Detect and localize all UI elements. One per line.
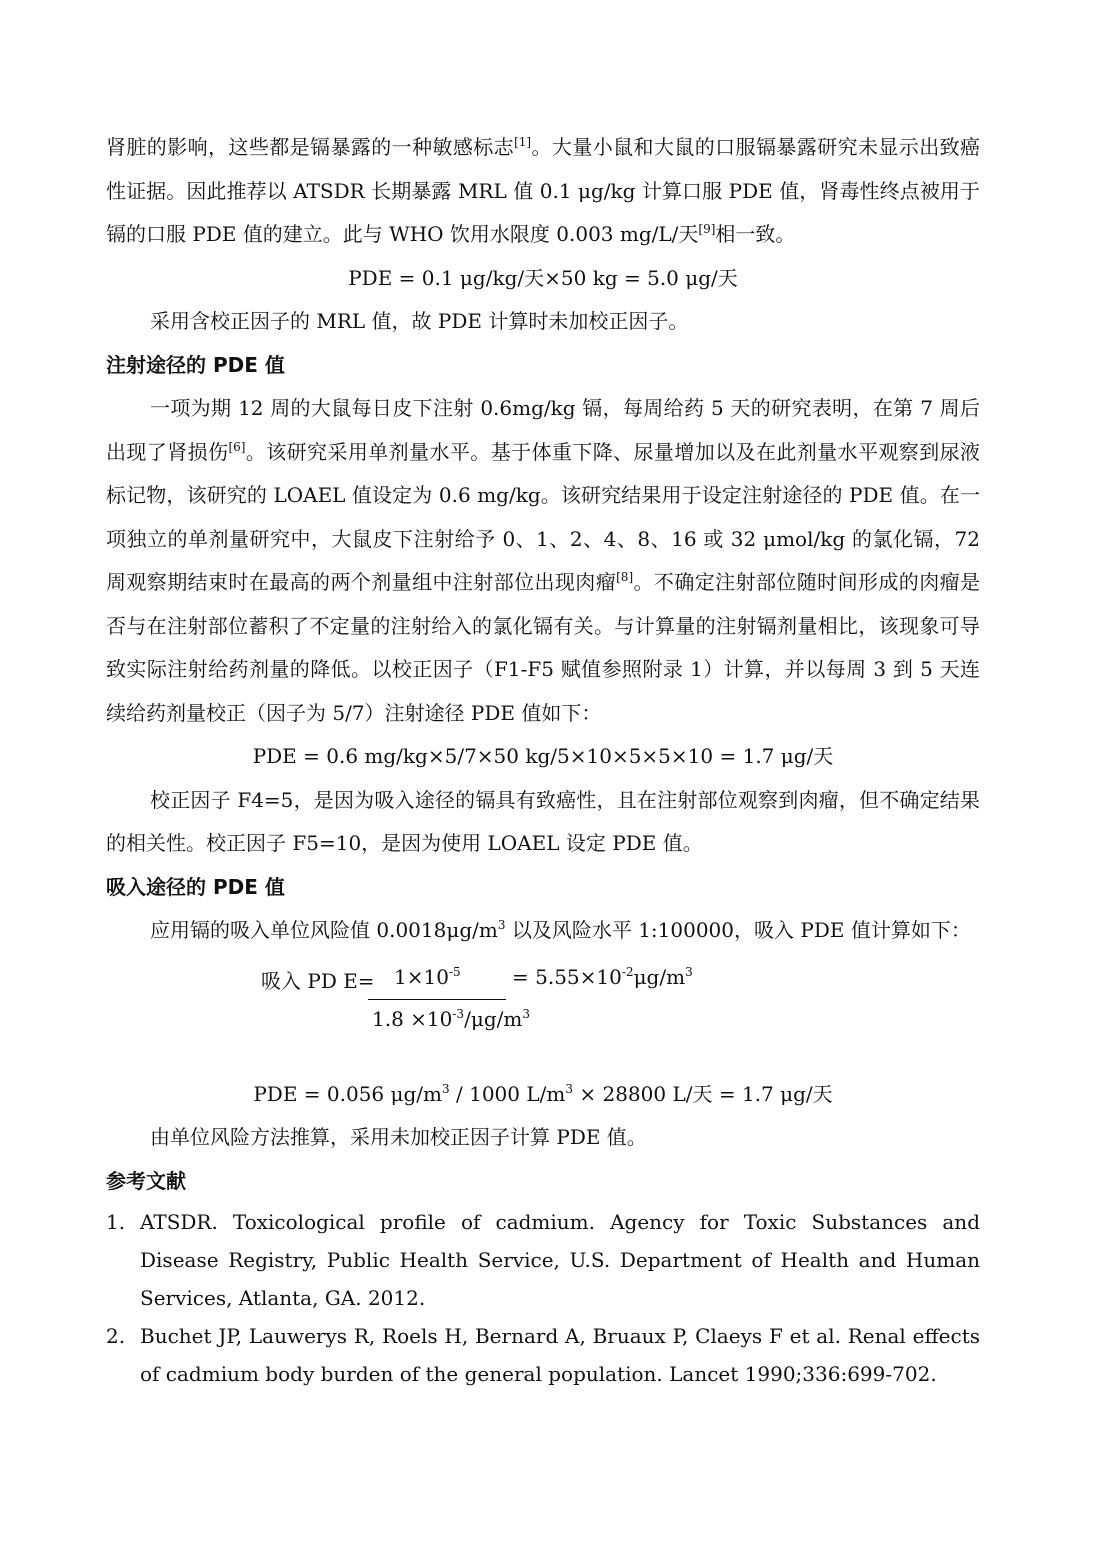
fraction-denominator: $1.8 \times 10^{-3}/\mu g/m^3$ [372,1006,530,1031]
paragraph-mrl-note: 采用含校正因子的 MRL 值，故 PDE 计算时未加校正因子。 [150,309,689,333]
citation-ref: [6] [228,439,246,454]
paragraph-injection-pde: 一项为期 12 周的大鼠每日皮下注射 0.6mg/kg 镉，每周给药 5 天的研究表明，在第 7 周后出现了肾损伤[6]。该研究采用单剂量水平。基于体重下降、尿量增加以及在此剂量水平观察到尿液标记物，该研究的 LOAEL 值设定为 0.6 mg/kg。该研究结果用于设定注射途径的 PDE 值。在一项独立的单剂量研究中，大鼠皮下注射给予 0、1、2、4、8、16 或 32 μmol/kg 的氯化镉，72 周观察期结束时在最高的两个剂量组中注射部位出现肉瘤[8]。不确定注射部位随时间形成的肉瘤是否与在注射部位蓄积了不定量的注射给入的氯化镉有关。与计算量的注射镉剂量相比，该现象可导致实际注射给药剂量的降低。以校正因子（F1-F5 赋值参照附录 1）计算，并以每周 3 到 5 天连续给药剂量校正（因子为 5/7）注射途径 PDE 值如下： [106,396,981,725]
citation-ref: [1] [514,135,532,149]
fraction-bar [368,999,506,1000]
heading-references: 参考文献 [106,1168,186,1193]
citation-ref: [9] [698,222,716,236]
equation-injection-pde: PDE = 0.6 mg/kg×5/7×50 kg/5×10×5×5×10 = 1.7 μg/天 [252,744,834,768]
heading-inhalation-pde: 吸入途径的 PDE 值 [106,874,285,899]
equation-oral-pde: PDE = 0.1 μg/kg/天×50 kg = 5.0 μg/天 [348,265,738,290]
paragraph-unit-risk-note: 由单位风险方法推算，采用未加校正因子计算 PDE 值。 [150,1125,647,1149]
heading-injection-pde: 注射途径的 PDE 值 [106,352,285,377]
paragraph-inhalation-pde: 应用镉的吸入单位风险值 $0.0018\mu g/m^3$ 以及风险水平 1:100000，吸入 PDE 值计算如下： [150,918,971,942]
reference-item: 1. ATSDR. Toxicological profile of cadmium. Agency for Toxic Substances and Disease Registry, Public Health Service, U.S. Department of Health and Human Services, Atlanta, GA. 2012. [106,1210,980,1310]
paragraph-oral-pde: 肾脏的影响，这些都是镉暴露的一种敏感标志[1]。大量小鼠和大鼠的口服镉暴露研究未显示出致癌性证据。因此推荐以 ATSDR 长期暴露 MRL 值 0.1 μg/kg 计算口服 PDE 值，肾毒性终点被用于镉的口服 PDE 值的建立。此与 WHO 饮用水限度 0.003 mg/L/天[9]相一致。 [106,135,981,246]
fraction-lhs: 吸入 PD E= [261,968,375,993]
citation-ref: [8] [616,570,634,584]
fraction-numerator: $1\times 10^{-5}$ [394,964,461,989]
reference-item: 2. Buchet JP, Lauwerys R, Roels H, Bernard A, Bruaux P, Claeys F et al. Renal effects of cadmium body burden of the general population. Lancet 1990;336:699-702. [106,1324,980,1386]
document-page [106,126,980,1393]
equation-inhalation-pde: PDE = 0.056 $\mu g/m^3 / 1000$ $L/m^3 \times 28800$ L/天 = 1.7 μg/天 [253,1081,833,1106]
paragraph-correction-factors: 校正因子 F4=5，是因为吸入途径的镉具有致癌性，且在注射部位观察到肉瘤，但不确定结果的相关性。校正因子 F5=10，是因为使用 LOAEL 设定 PDE 值。 [106,787,980,855]
fraction-result: = $5.55\times 10^{-2}\mu g/m^3$ [512,964,693,989]
equation-inhalation-fraction [106,953,980,1073]
reference-list [106,1203,980,1393]
